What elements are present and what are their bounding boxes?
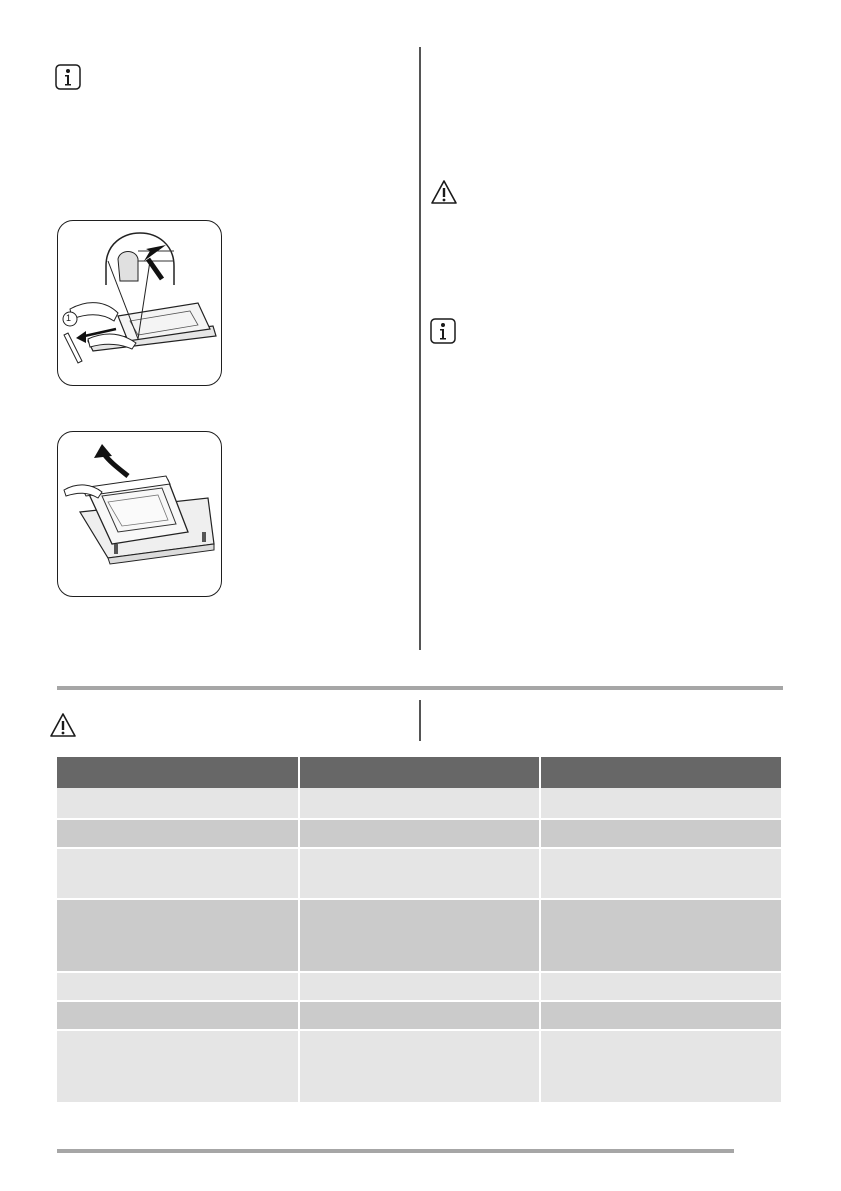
table-cell [540, 788, 781, 819]
table-cell [57, 899, 299, 972]
section-rule [57, 686, 783, 690]
table-cell [299, 1001, 540, 1030]
warning-icon [49, 712, 77, 743]
table-row [57, 819, 781, 848]
table-cell [299, 972, 540, 1001]
table-header-cause [299, 757, 540, 788]
figure-label: 1 [66, 313, 72, 323]
footer-rule [57, 1149, 734, 1153]
table-cell [57, 972, 299, 1001]
table-cell [57, 1030, 299, 1103]
table-row [57, 848, 781, 899]
table-cell [299, 899, 540, 972]
table-cell [57, 788, 299, 819]
table-cell [540, 1030, 781, 1103]
table-cell [299, 819, 540, 848]
table-cell [540, 1001, 781, 1030]
table-cell [540, 972, 781, 1001]
table-cell [299, 788, 540, 819]
info-icon [55, 64, 81, 95]
table-cell [540, 819, 781, 848]
table-cell [57, 848, 299, 899]
warning-icon [430, 179, 458, 210]
troubleshooting-table [57, 757, 781, 1104]
info-icon [430, 318, 456, 349]
door-removal-illustration-2 [57, 431, 222, 597]
table-cell [57, 819, 299, 848]
table-row [57, 899, 781, 972]
table-cell [540, 899, 781, 972]
column-divider [419, 47, 421, 650]
column-divider-bottom [419, 700, 421, 741]
table-header-problem [57, 757, 299, 788]
table-cell [540, 848, 781, 899]
table-row [57, 788, 781, 819]
table-cell [299, 1030, 540, 1103]
table-row [57, 1001, 781, 1030]
table-row [57, 1030, 781, 1103]
table-cell [57, 1001, 299, 1030]
table-cell [299, 848, 540, 899]
table-header-remedy [540, 757, 781, 788]
table-row [57, 972, 781, 1001]
door-removal-illustration-1 [57, 220, 222, 386]
